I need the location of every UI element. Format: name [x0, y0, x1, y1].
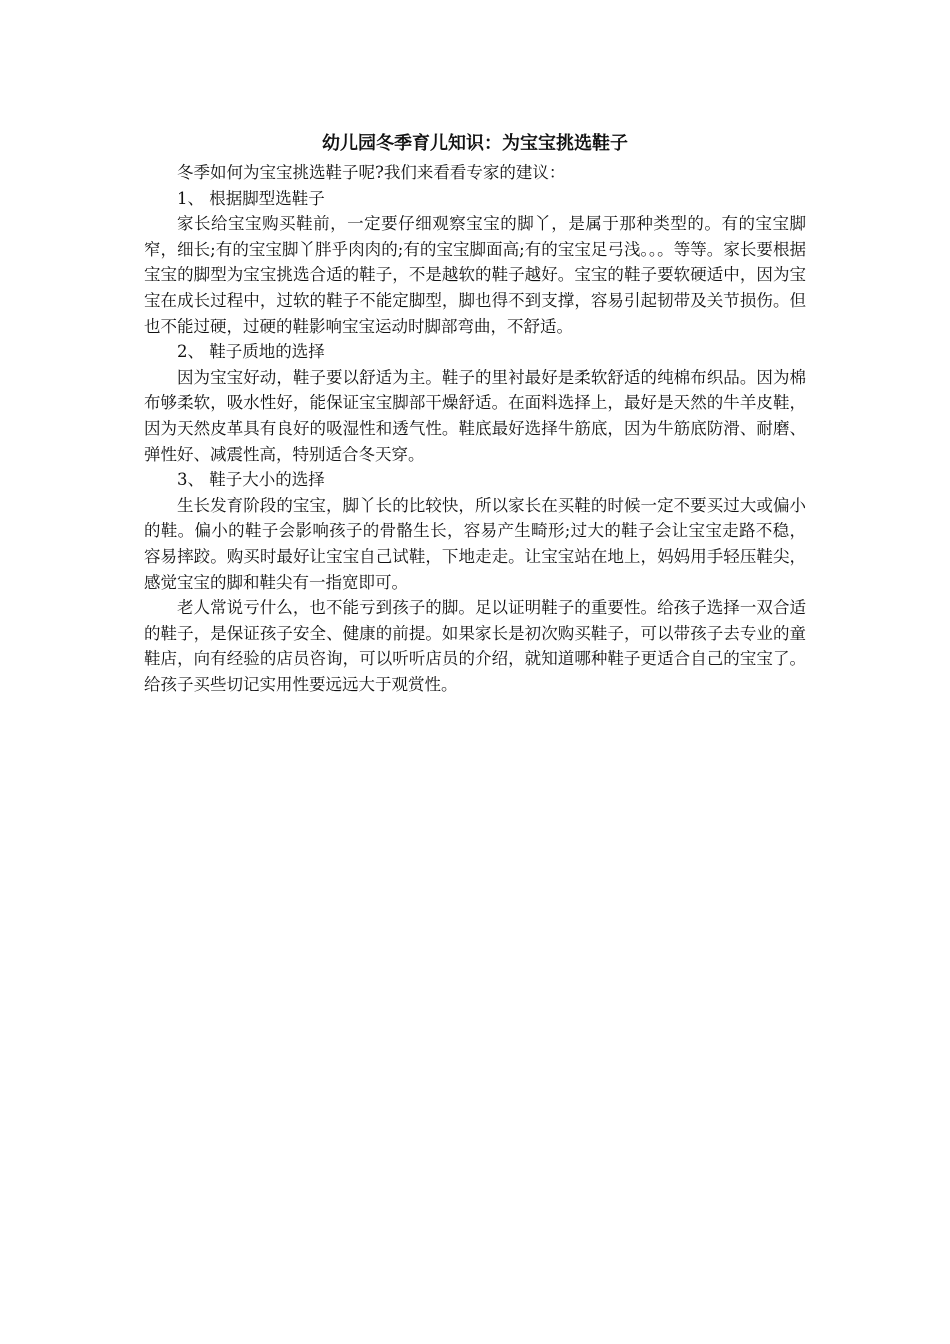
section-heading-1: 1、 根据脚型选鞋子 — [177, 188, 325, 208]
section-body-3: 生长发育阶段的宝宝，脚丫长的比较快，所以家长在买鞋的时候一定不要买过大或偏小的鞋。偏小的鞋子会影响孩子的骨骼生长，容易产生畸形;过大的鞋子会让宝宝走路不稳，容易摔跤。购买时最好让宝宝自己试鞋，下地走走。让宝宝站在地上，妈妈用手轻压鞋尖，感觉宝宝的脚和鞋尖有一指宽即可。 — [144, 495, 806, 592]
section-body-1: 家长给宝宝购买鞋前，一定要仔细观察宝宝的脚丫，是属于那种类型的。有的宝宝脚窄，细长;有的宝宝脚丫胖乎肉肉的;有的宝宝脚面高;有的宝宝足弓浅。。。等等。家长要根据宝宝的脚型为宝宝挑选合适的鞋子，不是越软的鞋子越好。宝宝的鞋子要软硬适中，因为宝宝在成长过程中，过软的鞋子不能定脚型，脚也得不到支撑，容易引起韧带及关节损伤。但也不能过硬，过硬的鞋影响宝宝运动时脚部弯曲，不舒适。 — [144, 214, 806, 336]
section-heading-3: 3、 鞋子大小的选择 — [177, 470, 325, 490]
section-heading-2: 2、 鞋子质地的选择 — [177, 342, 325, 362]
document-page — [144, 130, 806, 697]
document-title: 幼儿园冬季育儿知识：为宝宝挑选鞋子 — [322, 133, 628, 154]
intro-paragraph: 冬季如何为宝宝挑选鞋子呢?我们来看看专家的建议： — [177, 163, 566, 182]
section-body-2: 因为宝宝好动，鞋子要以舒适为主。鞋子的里衬最好是柔软舒适的纯棉布织品。因为棉布够柔软，吸水性好，能保证宝宝脚部干燥舒适。在面料选择上，最好是天然的牛羊皮鞋，因为天然皮革具有良好的吸湿性和透气性。鞋底最好选择牛筋底，因为牛筋底防滑、耐磨、弹性好、减震性高，特别适合冬天穿。 — [144, 367, 806, 464]
conclusion-paragraph: 老人常说亏什么，也不能亏到孩子的脚。足以证明鞋子的重要性。给孩子选择一双合适的鞋子，是保证孩子安全、健康的前提。如果家长是初次购买鞋子，可以带孩子去专业的童鞋店，向有经验的店员咨询，可以听听店员的介绍，就知道哪种鞋子更适合自己的宝宝了。给孩子买些切记实用性要远远大于观赏性。 — [144, 598, 806, 694]
